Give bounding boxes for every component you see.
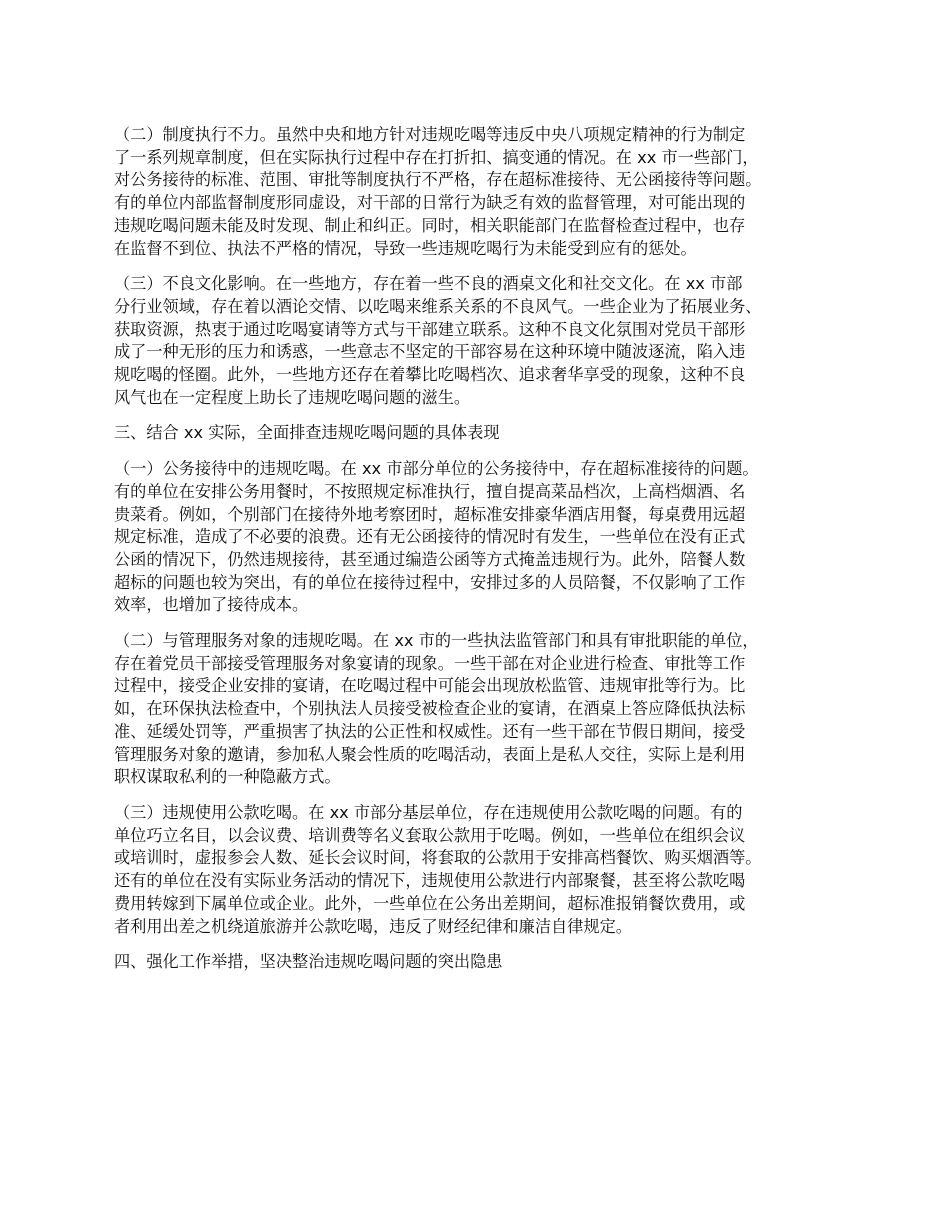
- text-line: 获取资源，热衷于通过吃喝宴请等方式与干部建立联系。这种不良文化氛围对党员干部形: [114, 319, 746, 339]
- text-line: 风气也在一定程度上助长了违规吃喝问题的滋生。: [114, 387, 471, 407]
- document-page: [114, 124, 844, 987]
- text-line: 管理服务对象的邀请，参加私人聚会性质的吃喝活动，表面上是私人交往，实际上是利用: [114, 744, 746, 764]
- text-line: 公函的情况下，仍然违规接待，甚至通过编造公函等方式掩盖违规行为。此外，陪餐人数: [114, 549, 746, 569]
- text-line: 分行业领域，存在着以酒论交情、以吃喝来维系关系的不良风气。一些企业为了拓展业务、: [114, 296, 762, 316]
- text-line: 规定标准，造成了不必要的浪费。还有无公函接待的情况时有发生，一些单位在没有正式: [114, 527, 746, 547]
- text-line: （二）与管理服务对象的违规吃喝。在 xx 市的一些执法监管部门和具有审批职能的单位，: [114, 631, 759, 651]
- text-line: （一）公务接待中的违规吃喝。在 xx 市部分单位的公务接待中，存在超标准接待的问题。: [114, 459, 759, 479]
- text-line: 过程中，接受企业安排的宴请，在吃喝过程中可能会出现放松监管、违规审批等行为。比: [114, 676, 746, 696]
- paragraph-public-funds: [114, 802, 844, 938]
- section-heading-3: 三、结合 xx 实际，全面排查违规吃喝问题的具体表现: [114, 423, 500, 443]
- text-line: 单位巧立名目，以会议费、培训费等名义套取公款用于吃喝。例如，一些单位在组织会议: [114, 825, 746, 845]
- text-line: （三）违规使用公款吃喝。在 xx 市部分基层单位，存在违规使用公款吃喝的问题。有的: [114, 802, 743, 822]
- text-line: 了一系列规章制度，但在实际执行过程中存在打折扣、搞变通的情况。在 xx 市一些部门，: [114, 147, 759, 167]
- paragraph-institution-execution: [114, 124, 844, 260]
- text-line: 对公务接待的标准、范围、审批等制度执行不严格，存在超标准接待、无公函接待等问题。: [114, 170, 762, 190]
- text-line: 有的单位内部监督制度形同虚设，对干部的日常行为缺乏有效的监督管理，对可能出现的: [114, 193, 746, 213]
- text-line: 效率，也增加了接待成本。: [114, 595, 309, 615]
- text-line: 规吃喝的怪圈。此外，一些地方还存在着攀比吃喝档次、追求奢华享受的现象，这种不良: [114, 365, 746, 385]
- text-line: 存在着党员干部接受管理服务对象宴请的现象。一些干部在对企业进行检查、审批等工作: [114, 653, 746, 673]
- text-line: 贵菜肴。例如，个别部门在接待外地考察团时，超标准安排豪华酒店用餐，每桌费用远超: [114, 504, 746, 524]
- paragraph-official-reception: [114, 458, 844, 617]
- paragraph-bad-culture: [114, 273, 844, 409]
- text-line: 者利用出差之机绕道旅游并公款吃喝，违反了财经纪律和廉洁自律规定。: [114, 916, 632, 936]
- text-line: 成了一种无形的压力和诱惑，一些意志不坚定的干部容易在这种环境中随波逐流，陷入违: [114, 342, 746, 362]
- text-line: 违规吃喝问题未能及时发现、制止和纠正。同时，相关职能部门在监督检查过程中，也存: [114, 215, 746, 235]
- text-line: 准、延缓处罚等，严重损害了执法的公正性和权威性。还有一些干部在节假日期间，接受: [114, 721, 746, 741]
- text-line: 费用转嫁到下属单位或企业。此外，一些单位在公务出差期间，超标准报销餐饮费用，或: [114, 893, 746, 913]
- text-line: 或培训时，虚报参会人数、延长会议时间，将套取的公款用于安排高档餐饮、购买烟酒等。: [114, 848, 762, 868]
- text-line: （三）不良文化影响。在一些地方，存在着一些不良的酒桌文化和社交文化。在 xx 市部: [114, 274, 743, 294]
- text-line: （二）制度执行不力。虽然中央和地方针对违规吃喝等违反中央八项规定精神的行为制定: [114, 125, 746, 144]
- text-line: 还有的单位在没有实际业务活动的情况下，违规使用公款进行内部聚餐，甚至将公款吃喝: [114, 871, 746, 891]
- text-line: 有的单位在安排公务用餐时，不按照规定标准执行，擅自提高菜品档次，上高档烟酒、名: [114, 481, 746, 501]
- text-line: 职权谋取私利的一种隐蔽方式。: [114, 767, 341, 787]
- paragraph-service-objects: [114, 630, 844, 789]
- text-line: 如，在环保执法检查中，个别执法人员接受被检查企业的宴请，在酒桌上答应降低执法标: [114, 699, 746, 719]
- section-heading-4: 四、强化工作举措，坚决整治违规吃喝问题的突出隐患: [114, 952, 503, 972]
- text-line: 超标的问题也较为突出，有的单位在接待过程中，安排过多的人员陪餐，不仅影响了工作: [114, 572, 746, 592]
- text-line: 在监督不到位、执法不严格的情况，导致一些违规吃喝行为未能受到应有的惩处。: [114, 238, 697, 258]
